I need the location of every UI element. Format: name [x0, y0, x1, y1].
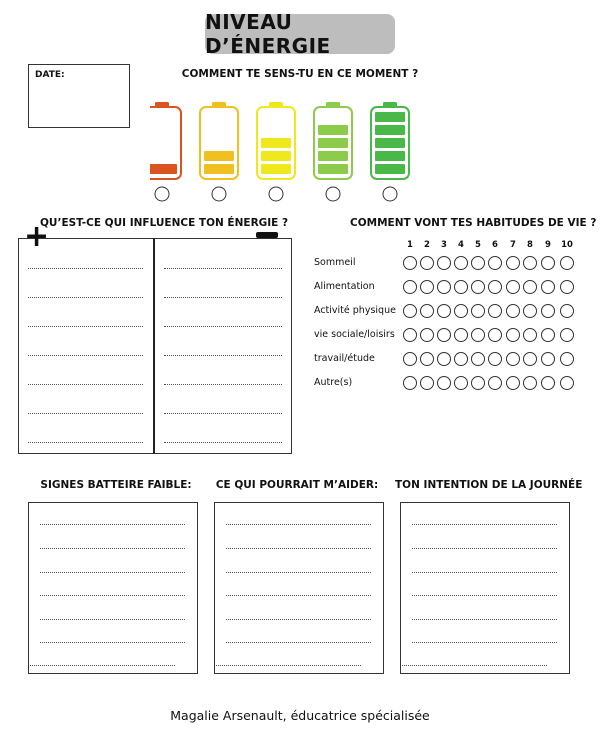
habit-rating-circle[interactable]: [560, 352, 574, 366]
date-field[interactable]: [28, 64, 130, 128]
writing-line[interactable]: [412, 642, 557, 643]
habit-rating-circle[interactable]: [403, 352, 417, 366]
habit-rating-circle[interactable]: [541, 352, 555, 366]
writing-line[interactable]: [412, 572, 557, 573]
habit-rating-circle[interactable]: [560, 376, 574, 390]
habit-rating-circle[interactable]: [541, 376, 555, 390]
habit-rating-circle[interactable]: [488, 352, 502, 366]
battery-level-bar: [261, 151, 291, 161]
writing-line[interactable]: [40, 524, 185, 525]
box-heading: TON INTENTION DE LA JOURNÉE: [395, 479, 583, 491]
habit-rating-circle[interactable]: [523, 376, 537, 390]
habit-rating-circle[interactable]: [454, 256, 468, 270]
habit-rating-circle[interactable]: [506, 304, 520, 318]
habit-rating-circle[interactable]: [420, 352, 434, 366]
habit-rating-circle[interactable]: [488, 256, 502, 270]
habit-rating-circle[interactable]: [403, 256, 417, 270]
habit-rating-circle[interactable]: [541, 256, 555, 270]
habit-rating-circle[interactable]: [403, 376, 417, 390]
habits-heading: COMMENT VONT TES HABITUDES DE VIE ?: [350, 217, 597, 229]
battery-radio[interactable]: [212, 187, 226, 201]
box-heading: CE QUI POURRAIT M’AIDER:: [215, 479, 379, 491]
scale-number: 9: [545, 240, 551, 250]
habit-rating-circle[interactable]: [437, 352, 451, 366]
habit-rating-circle[interactable]: [560, 328, 574, 342]
battery-option-5[interactable]: [371, 102, 409, 201]
habit-rating-circle[interactable]: [523, 256, 537, 270]
habit-rating-circle[interactable]: [454, 280, 468, 294]
habit-rating-circle[interactable]: [454, 376, 468, 390]
habit-rating-circle[interactable]: [523, 304, 537, 318]
scale-number: 1: [407, 240, 413, 250]
habit-rating-circle[interactable]: [403, 280, 417, 294]
battery-selector: [150, 96, 420, 206]
writing-line[interactable]: [226, 548, 371, 549]
habit-rating-circle[interactable]: [437, 328, 451, 342]
minus-writing-line[interactable]: [164, 297, 282, 298]
habit-rating-circle[interactable]: [523, 328, 537, 342]
habit-rating-circle[interactable]: [471, 328, 485, 342]
habit-rating-circle[interactable]: [420, 256, 434, 270]
battery-level-bar: [204, 151, 234, 161]
minus-writing-line[interactable]: [164, 268, 282, 269]
habit-rating-circle[interactable]: [471, 304, 485, 318]
battery-radio[interactable]: [326, 187, 340, 201]
scale-number: 7: [510, 240, 516, 250]
habit-rating-circle[interactable]: [506, 352, 520, 366]
author-credit: Magalie Arsenault, éducatrice spécialisée: [170, 708, 430, 723]
writing-box: [214, 502, 384, 674]
habit-rating-circle[interactable]: [454, 304, 468, 318]
habit-label: Alimentation: [314, 281, 375, 292]
plus-writing-line[interactable]: [28, 326, 143, 327]
battery-option-1[interactable]: [150, 102, 181, 201]
plus-writing-line[interactable]: [28, 297, 143, 298]
habit-rating-circle[interactable]: [454, 328, 468, 342]
battery-level-bar: [375, 138, 405, 148]
habit-rating-circle[interactable]: [488, 280, 502, 294]
scale-number: 8: [527, 240, 533, 250]
scale-number: 3: [441, 240, 447, 250]
writing-line[interactable]: [226, 619, 371, 620]
writing-line[interactable]: [412, 619, 557, 620]
writing-line[interactable]: [40, 642, 185, 643]
habit-label: Sommeil: [314, 257, 356, 268]
habit-rating-circle[interactable]: [560, 280, 574, 294]
battery-option-3[interactable]: [257, 102, 295, 201]
habit-rating-circle[interactable]: [403, 304, 417, 318]
box-heading: SIGNES BATTEIRE FAIBLE:: [40, 479, 192, 491]
habit-label: Activité physique: [314, 305, 396, 316]
habit-rating-circle[interactable]: [471, 352, 485, 366]
minus-writing-line[interactable]: [164, 326, 282, 327]
habit-rating-circle[interactable]: [506, 328, 520, 342]
writing-line[interactable]: [40, 619, 185, 620]
habit-rating-circle[interactable]: [454, 352, 468, 366]
writing-line[interactable]: [412, 524, 557, 525]
battery-level-bar: [150, 164, 177, 174]
writing-line[interactable]: [412, 548, 557, 549]
habit-rating-circle[interactable]: [420, 376, 434, 390]
battery-level-bar: [261, 164, 291, 174]
influence-heading: QU’EST-CE QUI INFLUENCE TON ÉNERGIE ?: [40, 217, 289, 229]
battery-option-2[interactable]: [200, 102, 238, 201]
plus-icon: +: [24, 219, 50, 254]
writing-line[interactable]: [40, 572, 185, 573]
plus-writing-line[interactable]: [28, 355, 143, 356]
mood-question: COMMENT TE SENS-TU EN CE MOMENT ?: [181, 68, 419, 80]
habit-label: vie sociale/loisirs: [314, 329, 395, 340]
page-title: NIVEAU D’ÉNERGIE: [205, 14, 395, 54]
habit-rating-circle[interactable]: [420, 328, 434, 342]
battery-radio[interactable]: [155, 187, 169, 201]
battery-radio[interactable]: [269, 187, 283, 201]
battery-level-bar: [318, 151, 348, 161]
scale-number: 2: [424, 240, 430, 250]
writing-line[interactable]: [402, 665, 547, 666]
battery-level-bar: [375, 164, 405, 174]
habit-rating-circle[interactable]: [541, 328, 555, 342]
habit-rating-circle[interactable]: [488, 376, 502, 390]
scale-number: 5: [475, 240, 481, 250]
minus-writing-line[interactable]: [164, 384, 282, 385]
habit-rating-circle[interactable]: [541, 280, 555, 294]
habit-rating-circle[interactable]: [437, 304, 451, 318]
habit-rating-circle[interactable]: [488, 328, 502, 342]
habit-rating-circle[interactable]: [541, 304, 555, 318]
writing-line[interactable]: [226, 572, 371, 573]
habit-rating-circle[interactable]: [403, 328, 417, 342]
writing-line[interactable]: [216, 665, 361, 666]
writing-box: [28, 502, 198, 674]
habit-rating-circle[interactable]: [420, 304, 434, 318]
minus-writing-line[interactable]: [164, 355, 282, 356]
habit-rating-circle[interactable]: [560, 304, 574, 318]
date-label: DATE:: [35, 70, 65, 80]
habit-rating-circle[interactable]: [471, 280, 485, 294]
habit-label: travail/étude: [314, 353, 375, 364]
writing-line[interactable]: [40, 595, 185, 596]
battery-level-bar: [375, 112, 405, 122]
habit-rating-circle[interactable]: [437, 376, 451, 390]
influence-divider: [153, 238, 155, 454]
minus-writing-line[interactable]: [164, 413, 282, 414]
minus-writing-line[interactable]: [164, 442, 282, 443]
writing-line[interactable]: [226, 595, 371, 596]
battery-level-bar: [318, 138, 348, 148]
battery-level-bar: [204, 164, 234, 174]
battery-option-4[interactable]: [314, 102, 352, 201]
battery-level-bar: [318, 164, 348, 174]
influence-table: [18, 238, 292, 454]
battery-level-bar: [375, 151, 405, 161]
battery-level-bar: [318, 125, 348, 135]
writing-line[interactable]: [40, 548, 185, 549]
habit-label: Autre(s): [314, 377, 353, 388]
habit-rating-circle[interactable]: [471, 376, 485, 390]
plus-writing-line[interactable]: [28, 268, 143, 269]
habit-rating-circle[interactable]: [560, 256, 574, 270]
plus-writing-line[interactable]: [28, 384, 143, 385]
writing-line[interactable]: [30, 665, 175, 666]
writing-box: [400, 502, 570, 674]
scale-number: 10: [561, 240, 573, 250]
writing-line[interactable]: [412, 595, 557, 596]
battery-level-bar: [261, 138, 291, 148]
plus-writing-line[interactable]: [28, 413, 143, 414]
scale-number: 6: [492, 240, 498, 250]
habit-rating-circle[interactable]: [420, 280, 434, 294]
habit-rating-circle[interactable]: [471, 256, 485, 270]
battery-level-bar: [375, 125, 405, 135]
writing-line[interactable]: [226, 524, 371, 525]
habit-rating-circle[interactable]: [488, 304, 502, 318]
habit-rating-circle[interactable]: [437, 256, 451, 270]
habit-rating-circle[interactable]: [506, 376, 520, 390]
habit-rating-circle[interactable]: [506, 256, 520, 270]
habit-rating-circle[interactable]: [437, 280, 451, 294]
battery-radio[interactable]: [383, 187, 397, 201]
habit-rating-circle[interactable]: [506, 280, 520, 294]
minus-icon: [256, 232, 278, 238]
plus-writing-line[interactable]: [28, 442, 143, 443]
writing-line[interactable]: [226, 642, 371, 643]
scale-number: 4: [458, 240, 464, 250]
habit-rating-circle[interactable]: [523, 280, 537, 294]
habit-rating-circle[interactable]: [523, 352, 537, 366]
